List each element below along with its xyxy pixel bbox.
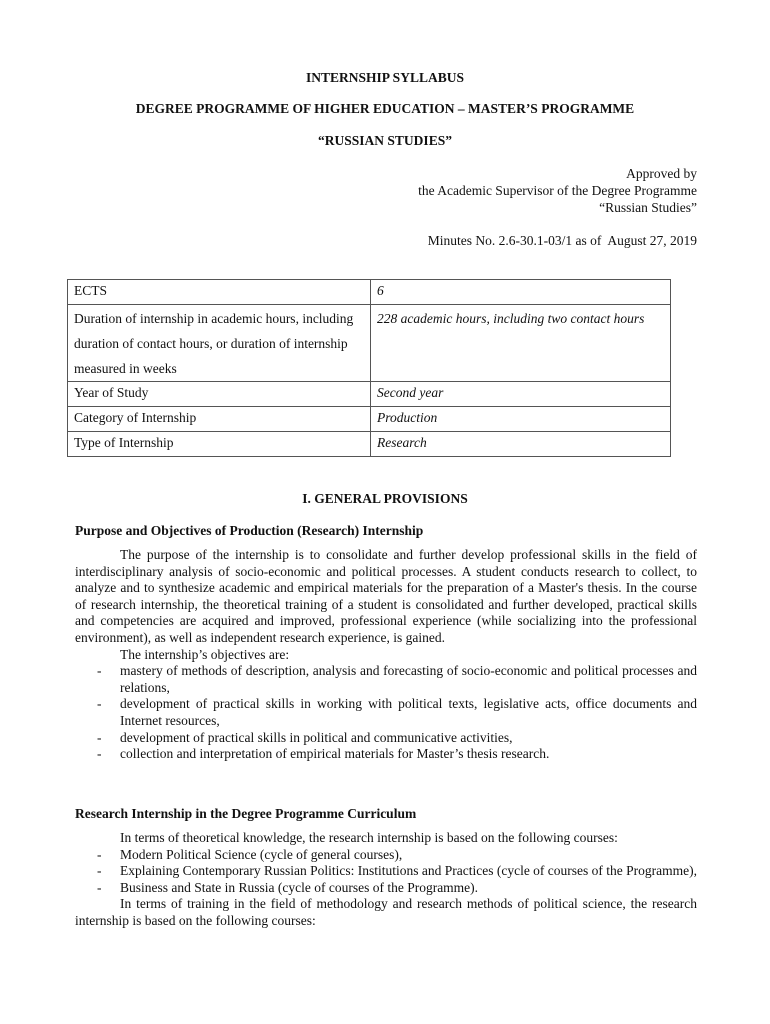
- subsection-heading-purpose: Purpose and Objectives of Production (Research) Internship: [75, 523, 424, 538]
- list-bullet: -: [97, 879, 102, 895]
- list-item-text: development of practical skills in working with political texts, legislative acts, office documents and Internet resources,: [120, 696, 697, 728]
- document-subtitle: DEGREE PROGRAMME OF HIGHER EDUCATION – MASTER’S PROGRAMME: [135, 101, 635, 116]
- section-heading-general-provisions: I. GENERAL PROVISIONS: [302, 491, 468, 506]
- list-item: [75, 663, 697, 696]
- list-bullet: -: [97, 696, 102, 712]
- table-label: Duration of internship in academic hours, including duration of contact hours, or duration of internship measured in weeks: [68, 305, 371, 382]
- list-item: [75, 863, 697, 880]
- table-row: [68, 432, 671, 457]
- objectives-intro: The internship’s objectives are:: [120, 646, 290, 662]
- purpose-section-body: [75, 547, 697, 763]
- curriculum-section-body: [75, 830, 697, 930]
- list-bullet: -: [97, 729, 102, 745]
- internship-info-table: [67, 279, 671, 457]
- list-item: [75, 696, 697, 729]
- table-label: ECTS: [68, 280, 371, 305]
- table-row: [68, 407, 671, 432]
- table-label: Year of Study: [68, 382, 371, 407]
- list-item-text: mastery of methods of description, analysis and forecasting of socio-economic and political processes and relations,: [120, 663, 697, 695]
- list-item: [75, 746, 697, 763]
- purpose-paragraph: The purpose of the internship is to consolidate and further develop professional skills in the field of interdisciplinary analysis of socio-economic and political processes. A student conducts research to collect, to analyze and to synthesize academic and empirical materials for the preparation of a Master's thesis. In the course of research internship, the theoretical training of a student is consolidated and further developed, practical skills and competencies are acquired and improved, professional experience (while socializing into the professional environment), as well as independent research experience, is gained.: [75, 547, 697, 645]
- methodology-paragraph: In terms of training in the field of methodology and research methods of political science, the research internship is based on the following courses:: [75, 896, 697, 928]
- approval-line-2: the Academic Supervisor of the Degree Programme: [418, 183, 697, 198]
- table-value: 228 academic hours, including two contact hours: [371, 305, 671, 382]
- table-label: Category of Internship: [68, 407, 371, 432]
- curriculum-intro: In terms of theoretical knowledge, the research internship is based on the following courses:: [120, 830, 618, 845]
- table-value: Second year: [371, 382, 671, 407]
- list-item: [75, 847, 697, 864]
- approval-line-3: “Russian Studies”: [599, 200, 697, 215]
- list-item-text: Business and State in Russia (cycle of courses of the Programme).: [120, 879, 479, 895]
- list-item-text: development of practical skills in political and communicative activities,: [120, 729, 513, 745]
- table-value: Production: [371, 407, 671, 432]
- approval-line-1: Approved by: [626, 166, 697, 181]
- list-bullet: -: [97, 846, 102, 862]
- list-bullet: -: [97, 663, 102, 679]
- table-row: [68, 382, 671, 407]
- programme-name: “RUSSIAN STUDIES”: [318, 133, 452, 148]
- list-bullet: -: [97, 863, 102, 879]
- list-item-text: Explaining Contemporary Russian Politics: Institutions and Practices (cycle of courses of the Programme),: [120, 863, 698, 879]
- list-bullet: -: [97, 746, 102, 762]
- table-label: Type of Internship: [68, 432, 371, 457]
- approval-minutes: Minutes No. 2.6-30.1-03/1 as of August 27, 2019: [427, 233, 697, 248]
- list-item: [75, 730, 697, 747]
- approval-block: [418, 165, 697, 216]
- list-item-text: Modern Political Science (cycle of general courses),: [120, 846, 403, 862]
- list-item: [75, 880, 697, 897]
- list-item-text: collection and interpretation of empirical materials for Master’s thesis research.: [120, 746, 550, 762]
- table-row: [68, 305, 671, 382]
- table-value: 6: [371, 280, 671, 305]
- table-value: Research: [371, 432, 671, 457]
- subsection-heading-curriculum: Research Internship in the Degree Programme Curriculum: [75, 806, 417, 821]
- document-title: INTERNSHIP SYLLABUS: [306, 70, 464, 85]
- table-row: [68, 280, 671, 305]
